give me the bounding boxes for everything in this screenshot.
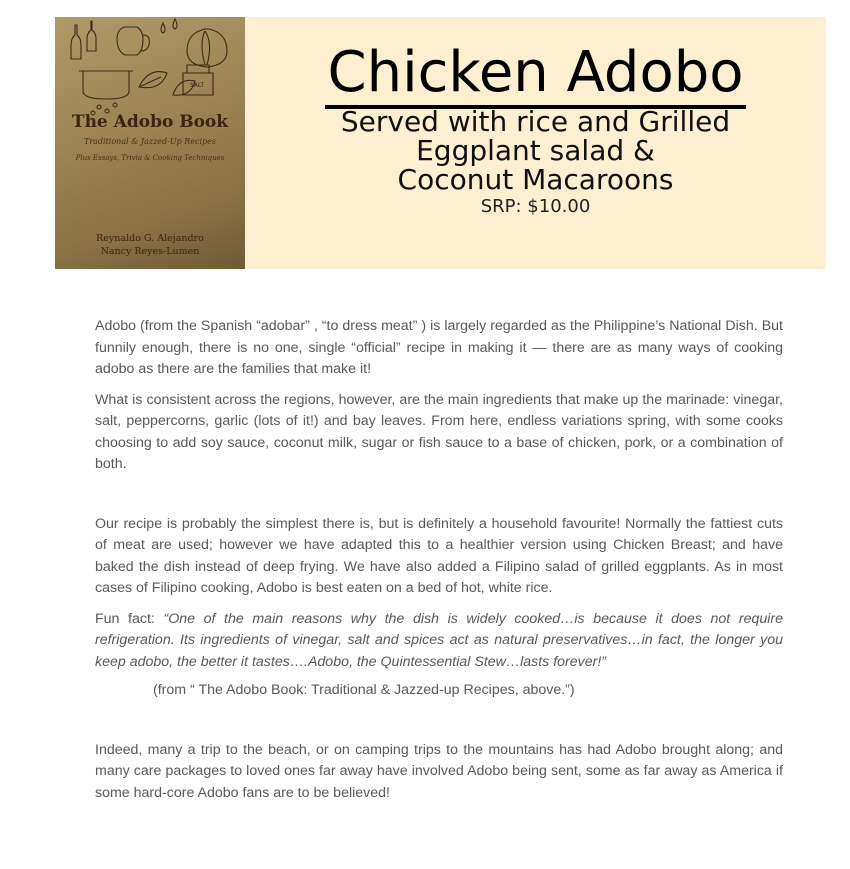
price-srp: SRP: $10.00 xyxy=(480,196,591,217)
served-with-line-2: Eggplant salad & xyxy=(416,134,655,167)
kitchen-doodles-icon xyxy=(55,17,245,127)
cover-title: The Adobo Book xyxy=(71,112,229,132)
citation: (from “ The Adobo Book: Traditional & Jazzed-up Recipes, above.”) xyxy=(153,682,575,698)
salt-label: SALT xyxy=(190,82,205,89)
paragraph-our-recipe: Our recipe is probably the simplest there is, but is definitely a household favourite! Normally the fattiest cuts of meat are used; however we have adapted this to a healthier version using Chicken Breast; and have baked the dish instead of deep frying. We have also added a Filipino salad of grilled eggplants. As in most cases of Filipino cooking, Adobo is best eaten on a bed of hot, white rice. xyxy=(95,515,783,596)
cover-subtitle-2: Plus Essays, Trivia & Cooking Techniques xyxy=(75,154,225,162)
fun-fact-label: Fun fact: xyxy=(95,610,164,627)
cover-author-2: Nancy Reyes-Lumen xyxy=(100,246,200,257)
served-with-line-1: Served with rice and Grilled xyxy=(340,105,731,138)
cover-subtitle: Traditional & Jazzed-Up Recipes xyxy=(83,137,216,146)
paragraph-travel: Indeed, many a trip to the beach, or on camping trips to the mountains has had Adobo brought along; and many care packages to loved ones far away have involved Adobo being sent, some as far away as America if some hard-core Adobo fans are to be believed! xyxy=(95,741,783,801)
book-cover-image xyxy=(55,17,245,269)
paragraph-fun-fact xyxy=(95,609,783,674)
fun-fact-quote: “One of the main reasons why the dish is widely cooked…is because it does not require refrigeration. Its ingredients of vinegar, salt and spices act as natural preservatives…in fact, the longer you keep adobo, the better it tastes….Adobo, the Quintessential Stew…lasts forever!” xyxy=(95,610,784,670)
served-with-line-3: Coconut Macaroons xyxy=(397,163,674,196)
paragraph-ingredients: What is consistent across the regions, however, are the main ingredients that make up the marinade: vinegar, salt, peppercorns, garlic (lots of it!) and bay leaves. From here, endless variations spring, with some cooks choosing to add soy sauce, coconut milk, sugar or fish sauce to a base of chicken, pork, or a combination of both. xyxy=(95,391,783,472)
cover-author-1: Reynaldo G. Alejandro xyxy=(96,233,204,244)
title-block xyxy=(245,17,826,218)
paragraph-intro: Adobo (from the Spanish “adobar” , “to dress meat” ) is largely regarded as the Philippine’s National Dish. But funnily enough, there is no one, single “official” recipe in making it — there are as many ways of cooking adobo as there are the families that make it! xyxy=(95,318,783,377)
dish-title: Chicken Adobo xyxy=(325,41,745,109)
article-body xyxy=(95,316,783,804)
cover-authors xyxy=(55,232,245,258)
